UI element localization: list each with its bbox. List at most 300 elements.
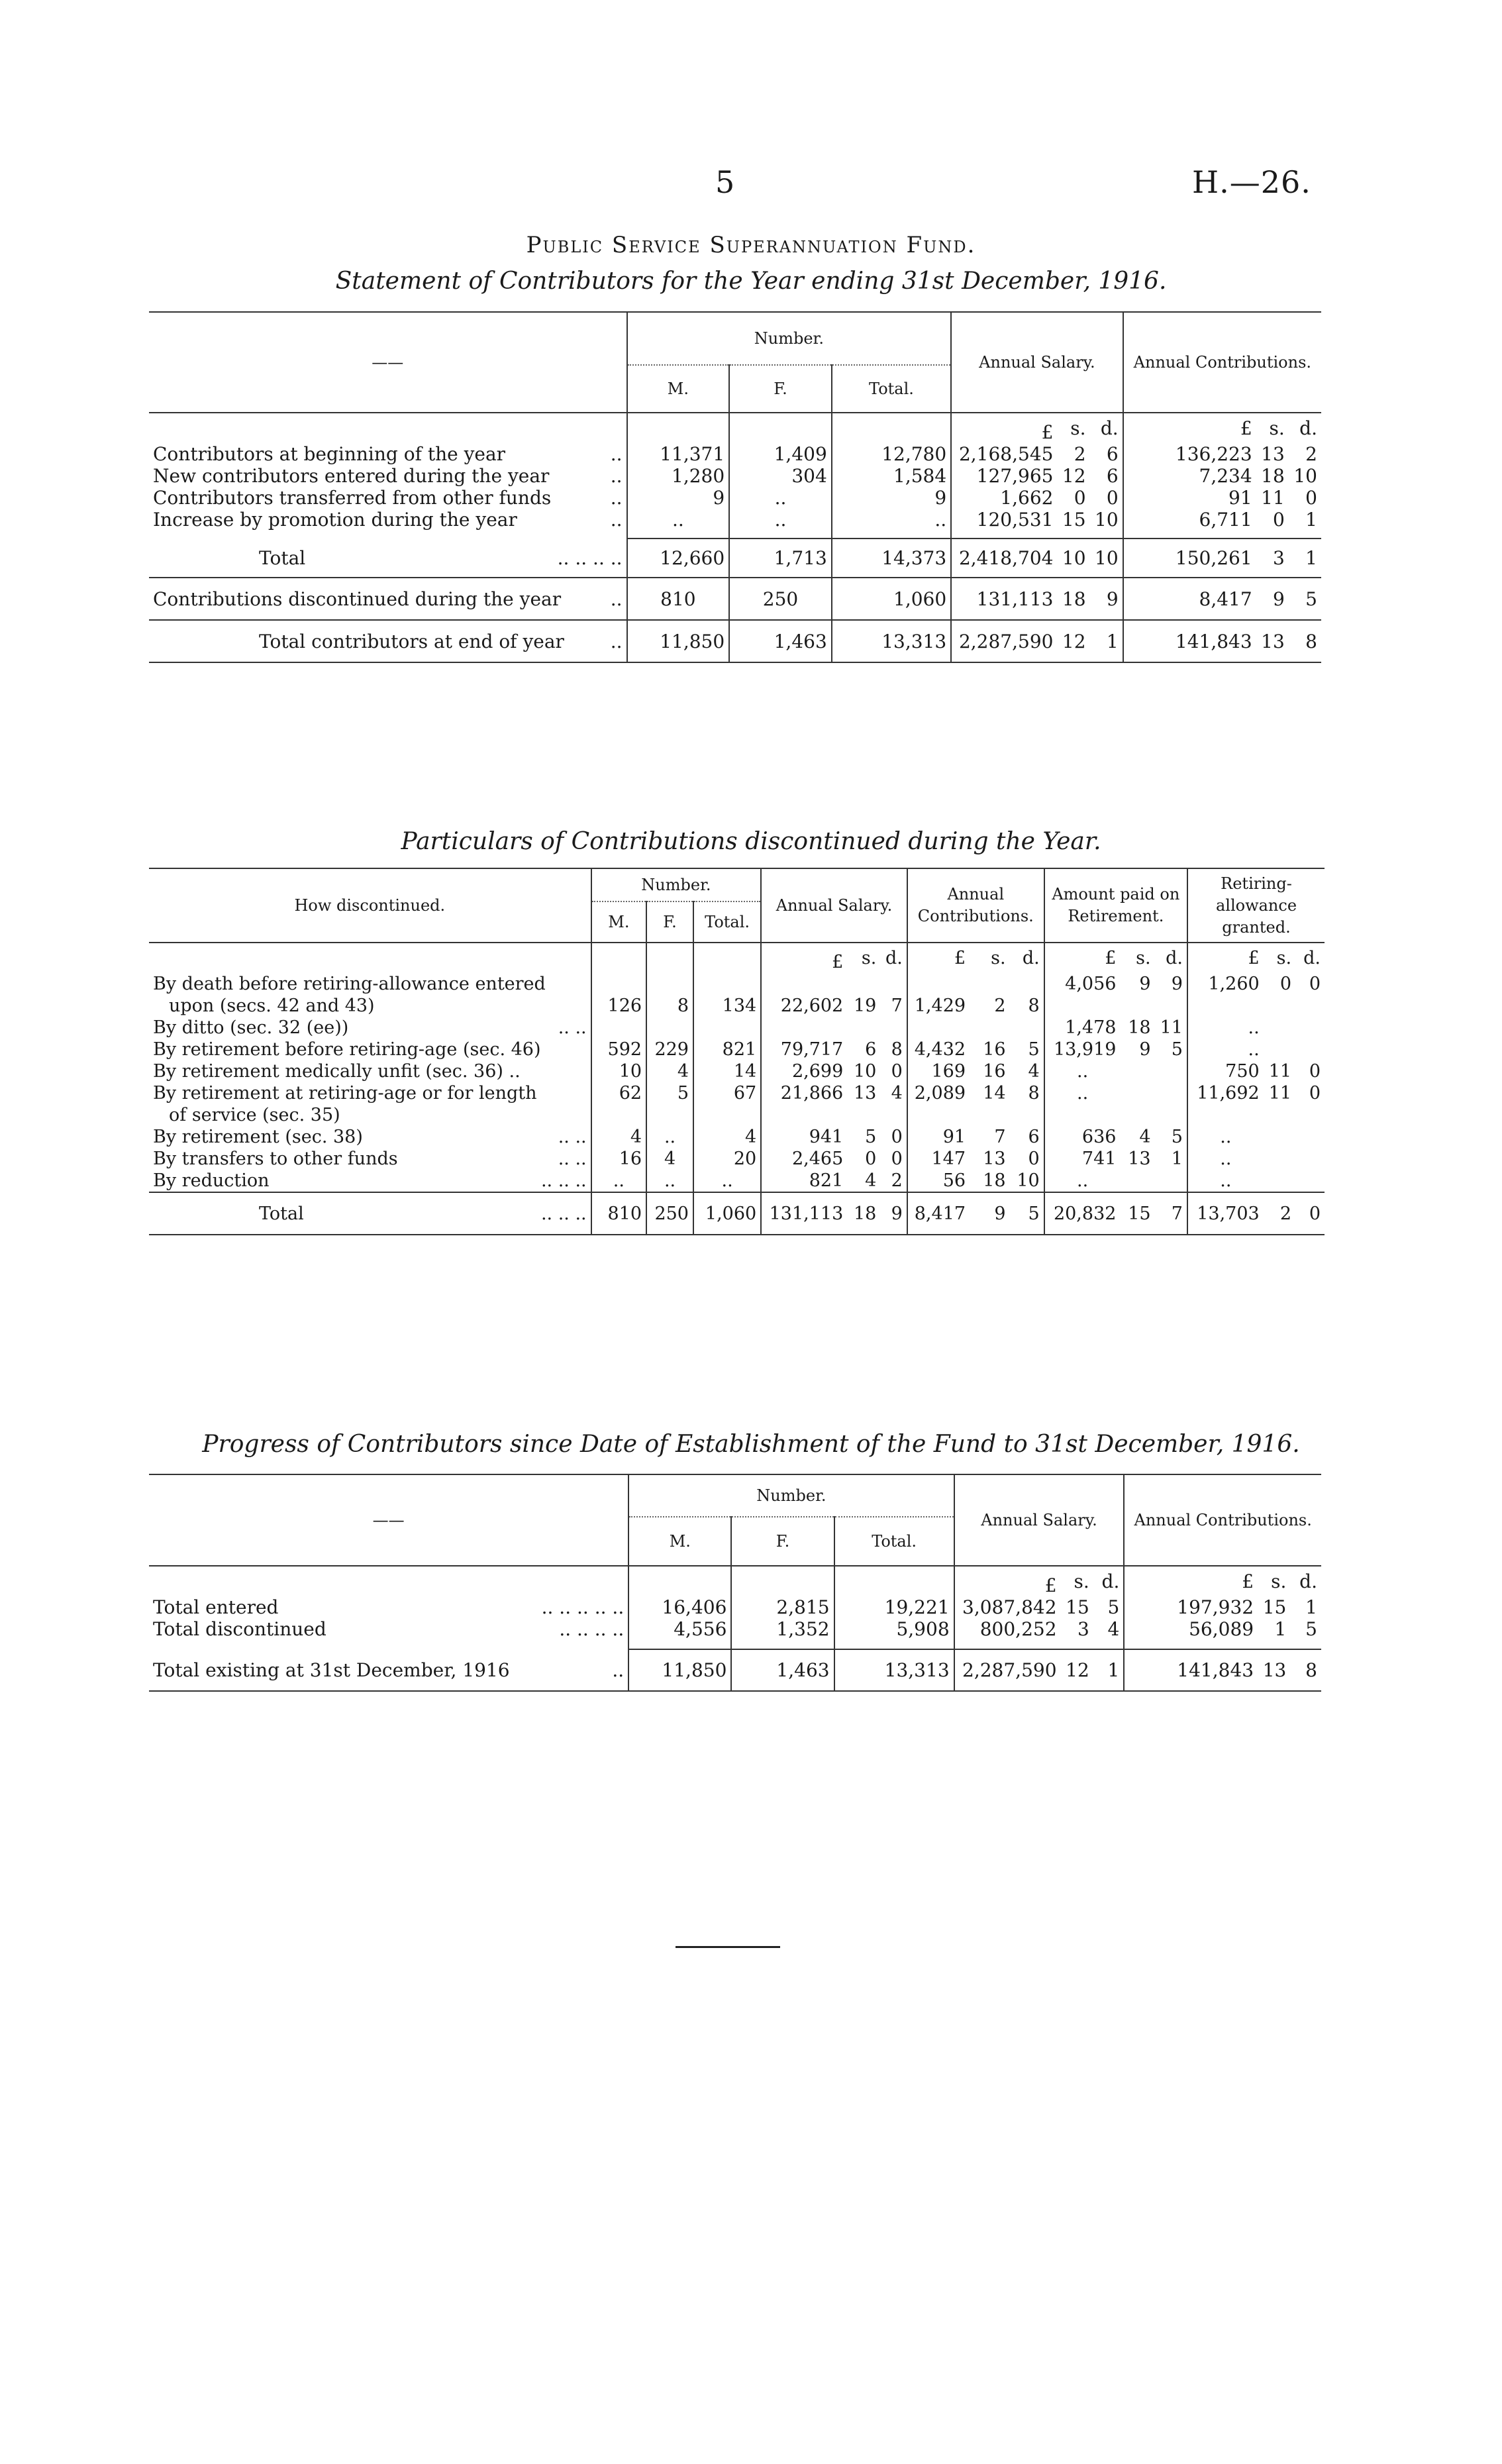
cell-allow-pounds: 11,692 xyxy=(1187,1082,1264,1104)
row-leader: .. xyxy=(610,630,623,652)
cell-salary-pence: 8 xyxy=(891,1039,903,1060)
row-label: Total existing at 31st December, 1916 xyxy=(153,1659,510,1681)
cell-allow-pence: 0 xyxy=(1309,1203,1321,1224)
row-label: By retirement (sec. 38) xyxy=(153,1127,363,1147)
row-label-header: —— xyxy=(149,1474,628,1566)
cell-m: 1,280 xyxy=(627,465,730,487)
cell-contrib-shillings: 13 xyxy=(1261,443,1285,465)
cell-contrib-shillings: 9 xyxy=(994,1203,1006,1224)
cell-total: 821 xyxy=(693,1039,761,1060)
cell-salary-shillings: 15 xyxy=(1066,1596,1089,1618)
cell-allow-pence: 0 xyxy=(1309,1083,1321,1104)
cell-contrib-pence: 10 xyxy=(1017,1170,1040,1191)
cell-paid-pence xyxy=(1155,1082,1187,1104)
row-label: By retirement medically unfit (sec. 36) .. xyxy=(153,1061,521,1082)
cell-paid-shillings xyxy=(1120,1170,1154,1192)
cell-total: 20 xyxy=(693,1148,761,1170)
table-row xyxy=(149,1148,1325,1170)
row-label: Total entered xyxy=(153,1596,279,1618)
row-leader: .. .. .. .. xyxy=(559,1618,625,1640)
cell-paid-pence xyxy=(1155,1060,1187,1082)
cell-contrib-pounds: 1,429 xyxy=(907,995,970,1017)
cell-paid-shillings: 4 xyxy=(1139,1127,1151,1147)
cell-salary-pence: 4 xyxy=(891,1083,903,1104)
cell-salary-pence: 0 xyxy=(891,1127,903,1147)
cell-salary-pounds: 131,113 xyxy=(761,1192,847,1235)
cell-contrib-pounds: 197,932 xyxy=(1124,1596,1258,1618)
cell-paid-pence: 7 xyxy=(1171,1203,1183,1224)
cell-contrib-shillings: 14 xyxy=(983,1083,1006,1104)
cell-salary-pence: 0 xyxy=(891,1149,903,1169)
cell-contrib-pounds: 56,089 xyxy=(1124,1618,1258,1640)
cell-salary-pounds: 2,465 xyxy=(761,1148,847,1170)
table1-title: Statement of Contributors for the Year ending 31st December, 1916. xyxy=(335,268,1167,295)
cell-allow-pence: 0 xyxy=(1309,974,1321,994)
cell-paid-pounds: 1,478 xyxy=(1044,1017,1121,1039)
f-header: F. xyxy=(729,365,832,413)
cell-contrib-pounds: 147 xyxy=(907,1148,970,1170)
row-label: Contributors at beginning of the year xyxy=(153,443,506,465)
cell-contrib-pounds: 150,261 xyxy=(1123,539,1256,578)
cell-salary-pence: 0 xyxy=(891,1061,903,1082)
cell-salary-pounds: 120,531 xyxy=(951,509,1057,531)
cell-f: 8 xyxy=(646,995,693,1017)
cell-allow-shillings xyxy=(1264,1148,1295,1170)
cell-f: 1,463 xyxy=(731,1649,834,1691)
row-label: By death before retiring-allowance entered xyxy=(153,974,546,994)
cell-f: 229 xyxy=(646,1039,693,1060)
cell-contrib-shillings: 18 xyxy=(1261,465,1285,487)
cell-allow-shillings xyxy=(1264,1170,1295,1192)
cell-salary-pounds: 131,113 xyxy=(951,578,1057,620)
contrib-header: Annual Contributions. xyxy=(1124,1474,1321,1566)
cell-salary-pence: 1 xyxy=(1107,1659,1120,1681)
cell-m: 810 xyxy=(627,578,730,620)
shillings-unit: s. xyxy=(861,948,877,968)
pence-unit: d. xyxy=(1299,1570,1317,1592)
pounds-unit: £ xyxy=(907,943,970,973)
total-row xyxy=(149,1649,1321,1691)
pounds-unit: £ xyxy=(1124,1566,1258,1596)
table-row xyxy=(149,995,1325,1017)
shillings-unit: s. xyxy=(991,948,1006,968)
cell-paid-pounds xyxy=(1044,995,1121,1017)
cell-paid-pounds: 4,056 xyxy=(1044,973,1121,995)
cell-total: .. xyxy=(832,509,951,531)
cell-salary-shillings: 10 xyxy=(1062,547,1086,569)
cell-allow-pounds: .. xyxy=(1187,1170,1264,1192)
cell-salary-pence: 5 xyxy=(1107,1596,1120,1618)
row-leader: .. .. .. .. .. xyxy=(541,1596,625,1618)
cell-contrib-shillings: 18 xyxy=(983,1170,1006,1191)
cell-f: 250 xyxy=(729,578,832,620)
cell-paid-pence: 9 xyxy=(1171,974,1183,994)
cell-paid-pounds: 741 xyxy=(1044,1148,1121,1170)
cell-paid-shillings: 15 xyxy=(1128,1203,1151,1224)
row-leader: .. .. xyxy=(558,1127,587,1147)
cell-total: .. xyxy=(693,1170,761,1192)
cell-f: .. xyxy=(729,487,832,509)
cell-total: 12,780 xyxy=(832,443,951,465)
cell-contrib-shillings: 3 xyxy=(1272,547,1285,569)
cell-m xyxy=(591,973,646,995)
cell-total: 67 xyxy=(693,1082,761,1104)
cell-m xyxy=(591,1017,646,1039)
table-row xyxy=(149,1017,1325,1039)
cell-m: 592 xyxy=(591,1039,646,1060)
cell-salary-shillings: 5 xyxy=(865,1127,877,1147)
cell-salary-pounds: 21,866 xyxy=(761,1082,847,1104)
cell-salary-pence: 4 xyxy=(1107,1618,1120,1640)
number-header: Number. xyxy=(591,868,762,901)
cell-allow-pence xyxy=(1295,1126,1325,1148)
table-row xyxy=(149,1596,1321,1618)
pence-unit: d. xyxy=(1101,1570,1120,1592)
cell-total: 9 xyxy=(832,487,951,509)
cell-f: 5 xyxy=(646,1082,693,1104)
discontinued-table xyxy=(149,868,1325,1235)
cell-allow-pence: 0 xyxy=(1309,1061,1321,1082)
cell-contrib-pounds: 8,417 xyxy=(907,1192,970,1235)
cell-paid-shillings: 18 xyxy=(1128,1017,1151,1038)
row-leader: .. xyxy=(610,465,623,487)
cell-f: 1,409 xyxy=(729,443,832,465)
row-leader: .. xyxy=(612,1659,625,1681)
cell-salary-shillings: 19 xyxy=(853,996,877,1016)
cell-contrib-shillings: 2 xyxy=(994,996,1006,1016)
cell-contrib-pence: 5 xyxy=(1028,1203,1040,1224)
total-row xyxy=(149,1192,1325,1235)
cell-f xyxy=(646,973,693,995)
row-label: By transfers to other funds xyxy=(153,1149,398,1169)
row-leader: .. .. .. xyxy=(540,1203,587,1224)
cell-total: 5,908 xyxy=(834,1618,954,1640)
cell-allow-pence xyxy=(1295,1170,1325,1192)
cell-f: .. xyxy=(646,1126,693,1148)
total-header: Total. xyxy=(834,1517,954,1566)
cell-salary-pounds: 2,418,704 xyxy=(951,539,1057,578)
cell-contrib-pence: 0 xyxy=(1028,1149,1040,1169)
cell-contrib-shillings: 13 xyxy=(1262,1659,1287,1681)
cell-f: .. xyxy=(646,1170,693,1192)
cell-total: 14 xyxy=(693,1060,761,1082)
cell-contrib-shillings xyxy=(970,1017,1010,1039)
cell-total xyxy=(693,1017,761,1039)
cell-salary-pounds: 79,717 xyxy=(761,1039,847,1060)
cell-total: 1,584 xyxy=(832,465,951,487)
cell-salary-shillings: 12 xyxy=(1062,630,1086,652)
pounds-unit: £ xyxy=(761,943,847,973)
pence-unit: d. xyxy=(1022,948,1040,968)
m-header: M. xyxy=(627,365,730,413)
cell-total xyxy=(693,973,761,995)
row-leader: .. .. .. .. xyxy=(557,546,623,569)
row-leader: .. .. xyxy=(558,1017,587,1038)
cell-contrib-shillings xyxy=(970,973,1010,995)
document-reference: H.—26. xyxy=(1192,164,1311,200)
number-header: Number. xyxy=(627,312,952,365)
cell-m: 126 xyxy=(591,995,646,1017)
pounds-unit: £ xyxy=(1187,943,1264,973)
row-label: of service (sec. 35) xyxy=(169,1105,340,1125)
cell-paid-shillings xyxy=(1120,1060,1154,1082)
cell-f: .. xyxy=(729,509,832,531)
cell-paid-pence xyxy=(1155,1170,1187,1192)
cell-salary-pence xyxy=(880,973,907,995)
cell-salary-pounds: 2,168,545 xyxy=(951,443,1057,465)
cell-salary-shillings: 12 xyxy=(1062,465,1086,487)
cell-salary-pence: 0 xyxy=(1106,487,1119,509)
cell-paid-pence: 5 xyxy=(1171,1039,1183,1060)
f-header: F. xyxy=(646,901,693,943)
cell-contrib-shillings: 7 xyxy=(994,1127,1006,1147)
cell-salary-pence: 6 xyxy=(1106,443,1119,465)
row-label: By reduction xyxy=(153,1170,270,1191)
cell-salary-pounds: 941 xyxy=(761,1126,847,1148)
cell-salary-pence xyxy=(880,1017,907,1039)
cell-contrib-shillings: 15 xyxy=(1262,1596,1287,1618)
row-label: By ditto (sec. 32 (ee)) xyxy=(153,1017,349,1038)
cell-salary-pence: 9 xyxy=(1106,588,1119,610)
cell-contrib-pence: 8 xyxy=(1028,996,1040,1016)
cell-salary-shillings: 4 xyxy=(865,1170,877,1191)
total-header: Total. xyxy=(693,901,761,943)
cell-m: 12,660 xyxy=(627,539,730,578)
total-row xyxy=(149,620,1321,662)
cell-total: 13,313 xyxy=(834,1649,954,1691)
cell-contrib-pence: 1 xyxy=(1305,1596,1317,1618)
cell-contrib-pence: 5 xyxy=(1305,588,1317,610)
cell-allow-shillings xyxy=(1264,1126,1295,1148)
row-label: By retirement before retiring-age (sec. 46) xyxy=(153,1039,541,1060)
cell-salary-pounds: 800,252 xyxy=(954,1618,1061,1640)
cell-paid-pounds: .. xyxy=(1044,1170,1121,1192)
cell-contrib-pence: 2 xyxy=(1305,443,1317,465)
row-leader: .. .. xyxy=(558,1149,587,1169)
cell-contrib-pence xyxy=(1010,973,1044,995)
pence-unit: d. xyxy=(885,948,903,968)
cell-m: 16 xyxy=(591,1148,646,1170)
pounds-unit: £ xyxy=(1123,413,1256,443)
cell-allow-shillings: 11 xyxy=(1268,1061,1292,1082)
cell-allow-shillings: 0 xyxy=(1279,974,1292,994)
m-header: M. xyxy=(628,1517,731,1566)
cell-allow-pence xyxy=(1295,1039,1325,1060)
cell-salary-shillings: 0 xyxy=(865,1149,877,1169)
cell-m: 62 xyxy=(591,1082,646,1104)
pounds-unit: £ xyxy=(1044,943,1121,973)
cell-salary-pence: 6 xyxy=(1106,465,1119,487)
cell-salary-pounds: 821 xyxy=(761,1170,847,1192)
cell-salary-pounds: 127,965 xyxy=(951,465,1057,487)
cell-salary-shillings: 18 xyxy=(853,1203,877,1224)
cell-contrib-pounds: 169 xyxy=(907,1060,970,1082)
cell-allow-pounds: .. xyxy=(1187,1017,1264,1039)
cell-salary-pounds: 22,602 xyxy=(761,995,847,1017)
cell-salary-shillings xyxy=(847,973,880,995)
table3-title: Progress of Contributors since Date of Establishment of the Fund to 31st December, 1916. xyxy=(202,1431,1300,1458)
cell-salary-shillings: 12 xyxy=(1066,1659,1089,1681)
cell-contrib-pence: 8 xyxy=(1028,1083,1040,1104)
cell-contrib-pence: 0 xyxy=(1305,487,1317,509)
cell-salary-pounds: 3,087,842 xyxy=(954,1596,1061,1618)
cell-paid-pounds: 20,832 xyxy=(1044,1192,1121,1235)
contributors-table xyxy=(149,311,1321,663)
pounds-unit: £ xyxy=(951,413,1057,443)
table-row xyxy=(149,1039,1325,1060)
cell-allow-pounds: .. xyxy=(1187,1039,1264,1060)
row-leader: .. .. .. xyxy=(540,1170,587,1191)
row-label-header: —— xyxy=(149,312,627,413)
cell-allow-pounds: 13,703 xyxy=(1187,1192,1264,1235)
pence-unit: d. xyxy=(1303,948,1321,968)
salary-header: Annual Salary. xyxy=(761,868,907,943)
cell-contrib-shillings: 16 xyxy=(983,1061,1006,1082)
cell-total: 14,373 xyxy=(832,539,951,578)
f-header: F. xyxy=(731,1517,834,1566)
cell-m: .. xyxy=(591,1170,646,1192)
cell-paid-shillings: 13 xyxy=(1128,1149,1151,1169)
cell-contrib-shillings: 9 xyxy=(1272,588,1285,610)
table-row xyxy=(149,1104,1325,1126)
table-row xyxy=(149,1082,1325,1104)
pounds-unit: £ xyxy=(954,1566,1061,1596)
cell-paid-shillings xyxy=(1120,1082,1154,1104)
cell-m: 4,556 xyxy=(628,1618,731,1640)
cell-contrib-pounds: 91 xyxy=(1123,487,1256,509)
cell-contrib-pence xyxy=(1010,1017,1044,1039)
cell-salary-pounds: 2,287,590 xyxy=(954,1649,1061,1691)
cell-total: 19,221 xyxy=(834,1596,954,1618)
cell-contrib-pence: 4 xyxy=(1028,1061,1040,1082)
cell-m: 11,371 xyxy=(627,443,730,465)
cell-contrib-pounds xyxy=(907,1017,970,1039)
table-row xyxy=(149,578,1321,620)
row-label: Total contributors at end of year xyxy=(259,630,564,652)
cell-allow-shillings: 2 xyxy=(1279,1203,1292,1224)
table-row xyxy=(149,443,1321,465)
cell-contrib-shillings: 1 xyxy=(1274,1618,1287,1640)
cell-allow-shillings: 11 xyxy=(1268,1083,1292,1104)
cell-contrib-pounds: 4,432 xyxy=(907,1039,970,1060)
salary-header: Annual Salary. xyxy=(954,1474,1125,1566)
cell-m: 10 xyxy=(591,1060,646,1082)
salary-header: Annual Salary. xyxy=(951,312,1123,413)
cell-contrib-pence: 8 xyxy=(1305,1659,1317,1681)
cell-m: 11,850 xyxy=(627,620,730,662)
shillings-unit: s. xyxy=(1070,417,1086,439)
pence-unit: d. xyxy=(1100,417,1119,439)
cell-contrib-pence: 5 xyxy=(1305,1618,1317,1640)
paid-header: Amount paid on Retirement. xyxy=(1044,868,1187,943)
cell-salary-pence: 1 xyxy=(1106,630,1119,652)
cell-f: 2,815 xyxy=(731,1596,834,1618)
cell-allow-shillings xyxy=(1264,995,1295,1017)
table-row xyxy=(149,1618,1321,1640)
cell-paid-pence: 11 xyxy=(1160,1017,1183,1038)
fund-title: Public Service Superannuation Fund. xyxy=(526,232,976,258)
cell-f: 1,463 xyxy=(729,620,832,662)
cell-allow-pounds: .. xyxy=(1187,1126,1264,1148)
m-header: M. xyxy=(591,901,646,943)
row-leader: .. xyxy=(610,443,623,465)
cell-salary-shillings: 3 xyxy=(1077,1618,1089,1640)
shillings-unit: s. xyxy=(1276,948,1292,968)
pence-unit: d. xyxy=(1166,948,1183,968)
row-label: Total xyxy=(259,1203,304,1224)
cell-contrib-pounds: 91 xyxy=(907,1126,970,1148)
cell-allow-pounds: 750 xyxy=(1187,1060,1264,1082)
cell-paid-pence: 5 xyxy=(1171,1127,1183,1147)
cell-paid-pounds: .. xyxy=(1044,1060,1121,1082)
cell-salary-shillings: 15 xyxy=(1062,509,1086,531)
cell-salary-shillings: 6 xyxy=(865,1039,877,1060)
page-number: 5 xyxy=(715,164,735,200)
cell-f xyxy=(646,1017,693,1039)
cell-paid-shillings: 9 xyxy=(1139,1039,1151,1060)
cell-m: 4 xyxy=(591,1126,646,1148)
cell-f: 1,352 xyxy=(731,1618,834,1640)
cell-contrib-shillings: 16 xyxy=(983,1039,1006,1060)
shillings-unit: s. xyxy=(1136,948,1151,968)
cell-salary-pounds xyxy=(761,1017,847,1039)
cell-allow-pence xyxy=(1295,1017,1325,1039)
cell-paid-pence: 1 xyxy=(1171,1149,1183,1169)
cell-m: 16,406 xyxy=(628,1596,731,1618)
cell-total: 4 xyxy=(693,1126,761,1148)
row-label: upon (secs. 42 and 43) xyxy=(169,996,375,1016)
cell-f: 4 xyxy=(646,1060,693,1082)
cell-paid-pounds: 13,919 xyxy=(1044,1039,1121,1060)
cell-m: 9 xyxy=(627,487,730,509)
table-row xyxy=(149,1170,1325,1192)
shillings-unit: s. xyxy=(1074,1570,1089,1592)
cell-salary-shillings: 18 xyxy=(1062,588,1086,610)
cell-contrib-pounds: 136,223 xyxy=(1123,443,1256,465)
cell-salary-pence: 9 xyxy=(891,1203,903,1224)
cell-contrib-pounds: 2,089 xyxy=(907,1082,970,1104)
cell-allow-shillings xyxy=(1264,1039,1295,1060)
row-leader: .. xyxy=(610,588,623,610)
cell-m: 11,850 xyxy=(628,1649,731,1691)
row-label: Increase by promotion during the year xyxy=(153,509,517,531)
cell-contrib-pence: 8 xyxy=(1305,630,1317,652)
cell-contrib-shillings: 13 xyxy=(983,1149,1006,1169)
table-row xyxy=(149,465,1321,487)
cell-paid-pounds: .. xyxy=(1044,1082,1121,1104)
cell-salary-pence: 2 xyxy=(891,1170,903,1191)
cell-salary-pounds xyxy=(761,973,847,995)
shillings-unit: s. xyxy=(1269,417,1285,439)
cell-f: 1,713 xyxy=(729,539,832,578)
allowance-header: Retiring-allowance granted. xyxy=(1187,868,1325,943)
cell-allow-pounds xyxy=(1187,995,1264,1017)
cell-contrib-pounds: 56 xyxy=(907,1170,970,1192)
how-header: How discontinued. xyxy=(149,868,591,943)
cell-total: 1,060 xyxy=(832,578,951,620)
cell-allow-pounds: .. xyxy=(1187,1148,1264,1170)
table-row xyxy=(149,1126,1325,1148)
cell-contrib-pounds: 8,417 xyxy=(1123,578,1256,620)
cell-salary-shillings: 0 xyxy=(1074,487,1086,509)
table-row xyxy=(149,973,1325,995)
cell-paid-shillings xyxy=(1120,995,1154,1017)
cell-contrib-pence: 10 xyxy=(1293,465,1317,487)
cell-allow-pence xyxy=(1295,1148,1325,1170)
cell-salary-shillings xyxy=(847,1017,880,1039)
progress-table xyxy=(149,1474,1321,1692)
total-row xyxy=(149,539,1321,578)
